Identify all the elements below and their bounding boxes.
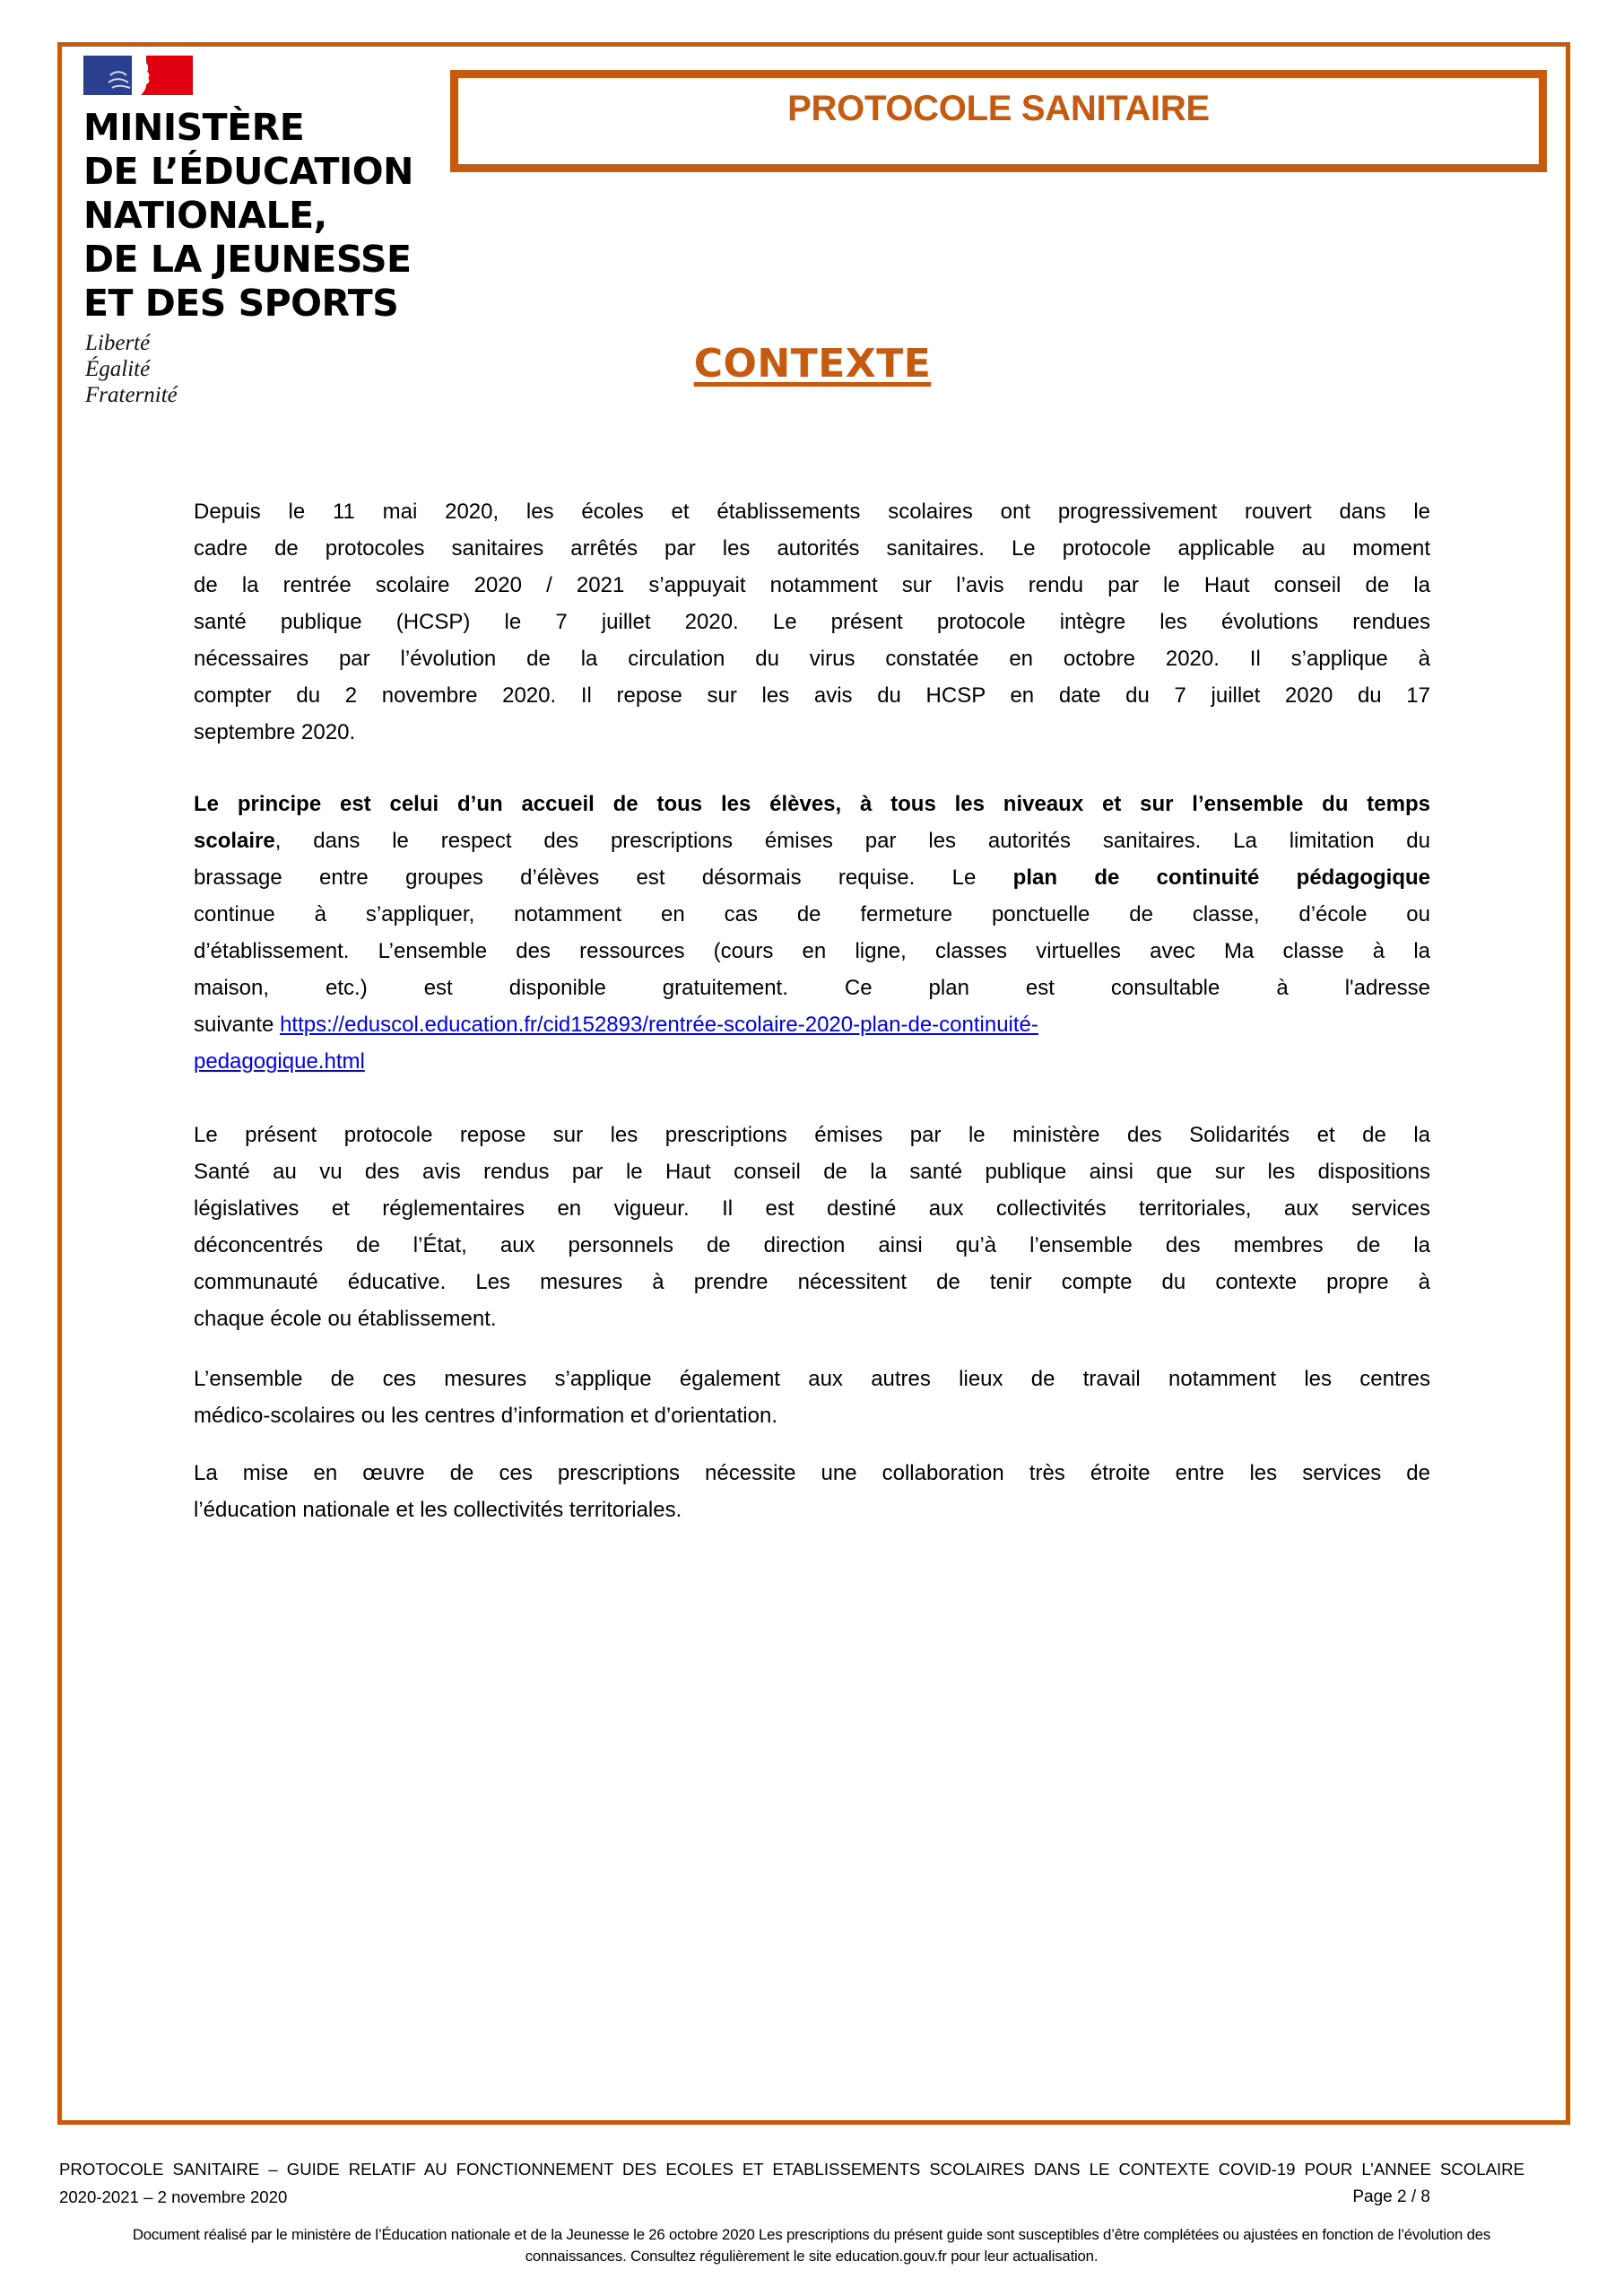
text-line: déconcentrés de l’État, aux personnels de direction ainsi qu’à l’ensemble des membres de la [194,1233,1430,1257]
section-title: CONTEXTE [693,341,932,387]
text-line: continue à s’appliquer, notamment en cas de fermeture ponctuelle de classe, d’école ou [194,902,1430,926]
footnote-line-1: Document réalisé par le ministère de l’Éducation nationale et de la Jeunesse le 26 octobre 2020 Les prescriptions du présent guide sont susceptibles d’être complétées ou ajustées en fonction de l’évolution des [132,2226,1491,2243]
bold-text: plan de continuité pédagogique [1012,865,1430,890]
text-line: législatives et réglementaires en vigueur. Il est destiné aux collectivités territoriales, aux services [194,1196,1430,1221]
motto-liberte: Liberté [85,331,151,355]
header-box [450,70,1547,172]
paragraph-1 [194,493,1430,751]
continuity-plan-link-continued[interactable]: pedagogique.html [194,1049,365,1074]
text: brassage entre groupes d’élèves est désormais requise. Le [194,865,1013,890]
paragraph-4 [194,1361,1430,1434]
text-line [194,786,1430,822]
ministry-line: ET DES SPORTS [83,282,399,325]
text-line: communauté éducative. Les mesures à prendre nécessitent de tenir compte du contexte propre à [194,1270,1430,1294]
text-line: de la rentrée scolaire 2020 / 2021 s’appuyait notamment sur l’avis rendu par le Haut conseil de la [194,573,1430,597]
motto-fraternite: Fraternité [85,383,178,407]
text-line [194,859,1430,896]
ministry-line: DE L’ÉDUCATION [83,150,413,193]
text-line: Le présent protocole repose sur les prescriptions émises par le ministère des Solidarités et de la [194,1123,1430,1147]
text-line: chaque école ou établissement. [194,1307,497,1331]
text-line: santé publique (HCSP) le 7 juillet 2020. Le présent protocole intègre les évolutions rendues [194,610,1430,634]
text-line: septembre 2020. [194,720,356,744]
text-line [194,1043,1430,1080]
bold-text: Le principe est celui d’un accueil de tous les élèves, à tous les niveaux et sur l’ensemble du temps [194,792,1430,816]
republic-motto [85,330,178,408]
text: , dans le respect des prescriptions émises par les autorités sanitaires. La limitation du [274,829,1430,853]
paragraph-3 [194,1117,1430,1337]
text-line: nécessaires par l’évolution de la circulation du virus constatée en octobre 2020. Il s’applique à [194,647,1430,671]
ministry-line: MINISTÈRE [83,106,305,149]
text-line: l’éducation nationale et les collectivités territoriales. [194,1498,682,1522]
text-line: d’établissement. L’ensemble des ressources (cours en ligne, classes virtuelles avec Ma classe à la [194,939,1430,963]
ministry-line: NATIONALE, [83,194,327,237]
text-line: médico-scolaires ou les centres d’information et d’orientation. [194,1404,777,1428]
motto-egalite: Égalité [85,357,151,381]
section-heading [628,341,997,387]
text-line: L’ensemble de ces mesures s’applique également aux autres lieux de travail notamment les centres [194,1367,1430,1391]
text-line [194,822,1430,859]
footnote-line-2: connaissances. Consultez régulièrement le site education.gouv.fr pour leur actualisation. [525,2248,1099,2265]
text-line: cadre de protocoles sanitaires arrêtés par les autorités sanitaires. Le protocole applicable au moment [194,536,1430,561]
text-line: maison, etc.) est disponible gratuitement. Ce plan est consultable à l'adresse [194,976,1430,1000]
text: suivante [194,1013,281,1037]
text-line: La mise en œuvre de ces prescriptions nécessite une collaboration très étroite entre les services de [194,1461,1430,1485]
paragraph-2 [194,786,1430,1080]
text-line [194,1006,1430,1043]
text-line: compter du 2 novembre 2020. Il repose sur les avis du HCSP en date du 7 juillet 2020 du 17 [194,683,1430,708]
ministry-line: DE LA JEUNESSE [83,238,412,281]
footer-title: PROTOCOLE SANITAIRE – GUIDE RELATIF AU FONCTIONNEMENT DES ECOLES ET ETABLISSEMENTS SCOLAIRES DANS LE CONTEXTE COVID-19 POUR L’ANNEE SCOLAIRE [59,2160,1524,2179]
page-number: Page 2 / 8 [1352,2187,1430,2206]
continuity-plan-link[interactable]: https://eduscol.education.fr/cid152893/rentrée-scolaire-2020-plan-de-continuité- [280,1013,1038,1037]
document-title: PROTOCOLE SANITAIRE [787,88,1210,128]
flag-blue-part [83,56,132,95]
marianne-flag-icon [83,56,193,95]
footer-date: 2020-2021 – 2 novembre 2020 [59,2187,288,2206]
text-line: Santé au vu des avis rendus par le Haut conseil de la santé publique ainsi que sur les dispositions [194,1160,1430,1184]
paragraph-5 [194,1455,1430,1528]
ministry-name [83,106,460,326]
text-line: Depuis le 11 mai 2020, les écoles et établissements scolaires ont progressivement rouvert dans le [194,500,1430,524]
bold-text: scolaire [194,829,275,853]
